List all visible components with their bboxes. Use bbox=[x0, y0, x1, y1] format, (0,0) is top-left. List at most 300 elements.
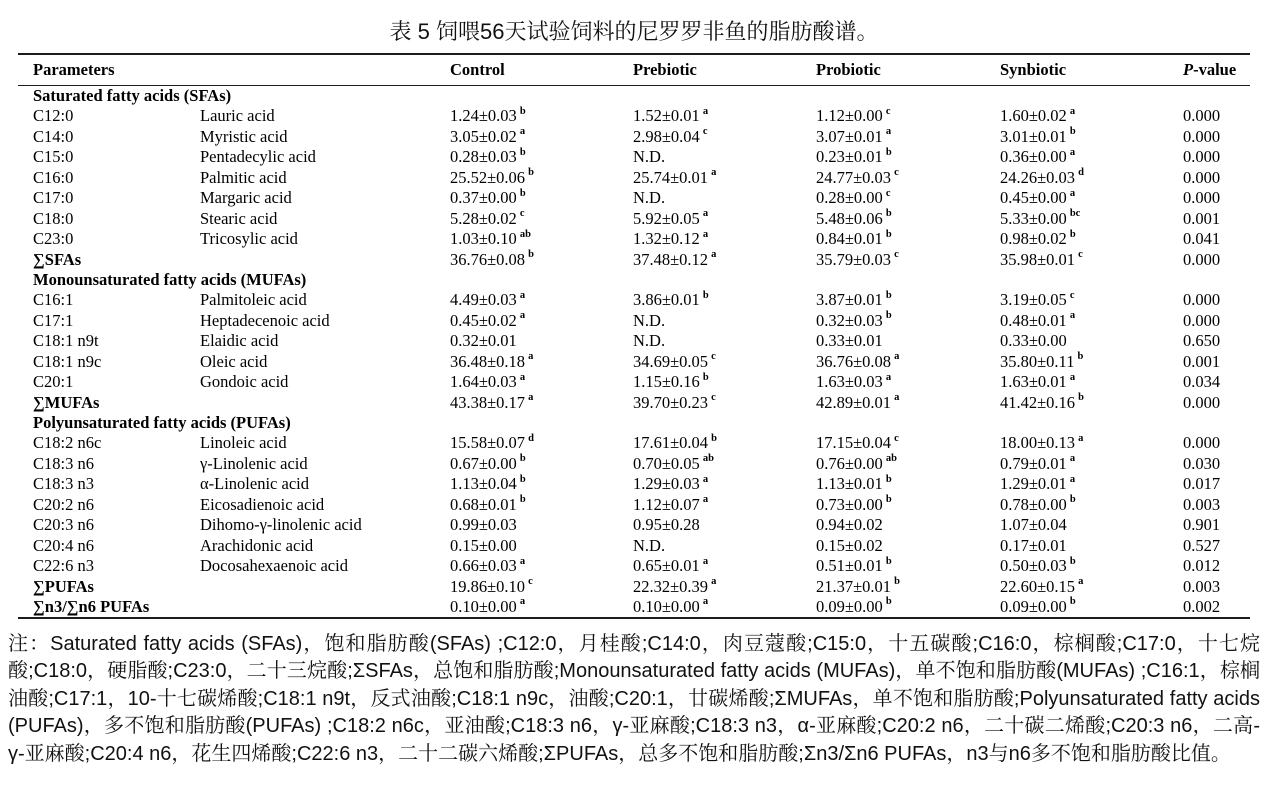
acid-name-cell: Palmitic acid bbox=[200, 167, 287, 187]
table-row bbox=[18, 250, 1250, 270]
value-cell-synbiotic bbox=[1000, 106, 1183, 126]
value-cell-synbiotic bbox=[1000, 515, 1183, 535]
value-cell-control bbox=[450, 250, 633, 270]
significance-superscript: b bbox=[711, 432, 717, 444]
p-value-cell: 0.000 bbox=[1183, 310, 1221, 330]
value-cell-prebiotic bbox=[633, 393, 816, 413]
significance-superscript: b bbox=[528, 249, 534, 260]
value-cell-probiotic bbox=[816, 597, 1000, 617]
table-row bbox=[18, 577, 1250, 597]
significance-superscript: b bbox=[519, 146, 526, 158]
mean-sd-value: 35.79±0.03 bbox=[816, 249, 892, 269]
table-row bbox=[18, 127, 1250, 147]
mean-sd-value: 1.24±0.03 bbox=[450, 106, 517, 126]
p-value-cell: 0.041 bbox=[1183, 229, 1221, 249]
table-bottom-rule bbox=[18, 617, 1250, 619]
section-header: Monounsaturated fatty acids (MUFAs) bbox=[33, 269, 307, 289]
p-value-rest: -value bbox=[1193, 60, 1237, 79]
table-row bbox=[18, 454, 1250, 474]
param-code-cell: C17:1 bbox=[33, 310, 74, 330]
mean-sd-value: 0.10±0.00 bbox=[633, 596, 700, 616]
significance-superscript: a bbox=[519, 126, 526, 138]
param-code-cell: C18:3 n3 bbox=[33, 474, 94, 494]
value-cell-synbiotic bbox=[1000, 393, 1183, 413]
p-value-cell: 0.030 bbox=[1183, 453, 1221, 473]
mean-sd-value: 25.74±0.01 bbox=[633, 167, 709, 187]
param-code-cell: C18:1 n9c bbox=[33, 351, 102, 371]
mean-sd-value: 36.76±0.08 bbox=[450, 249, 526, 269]
acid-name-cell: Pentadecylic acid bbox=[200, 147, 316, 167]
table-footnote: 注：Saturated fatty acids (SFAs)，饱和脂肪酸(SFAs) ;C12:0，月桂酸;C14:0，肉豆蔻酸;C15:0，十五碳酸;C16:0，棕榈酸;C17:0，十七烷酸;C18:0，硬脂酸;C23:0，二十三烷酸;ΣSFAs，总饱和脂肪酸;Monounsaturated fatty acids (MUFAs)，单不饱和脂肪酸(MUFAs) ;C16:1，棕榈油酸;C17:1，10-十七碳烯酸;C18:1 n9t，反式油酸;C18:1 n9c，油酸;C20:1，廿碳烯酸;ΣMUFAs，单不饱和脂肪酸;Polyunsaturated fatty acids (PUFAs)，多不饱和脂肪酸(PUFAs) ;C18:2 n6c，亚油酸;C18:3 n6，γ-亚麻酸;C18:3 n3，α-亚麻酸;C20:2 n6，二十碳二烯酸;C20:3 n6，二高-γ-亚麻酸;C20:4 n6，花生四烯酸;C22:6 n3，二十二碳六烯酸;ΣPUFAs，总多不饱和脂肪酸;Σn3/Σn6 PUFAs，n3与n6多不饱和脂肪酸比值。 bbox=[8, 633, 1260, 765]
value-cell-probiotic bbox=[816, 331, 1000, 351]
value-cell-probiotic bbox=[816, 393, 1000, 413]
significance-superscript: c bbox=[528, 576, 533, 587]
significance-superscript: b bbox=[1069, 494, 1076, 506]
acid-name-cell: Heptadecenoic acid bbox=[200, 310, 330, 330]
value-cell-control bbox=[450, 188, 633, 208]
value-cell-synbiotic bbox=[1000, 454, 1183, 474]
p-value-cell: 0.901 bbox=[1183, 515, 1221, 535]
mean-sd-value: 0.76±0.00 bbox=[816, 453, 883, 473]
mean-sd-value: 1.32±0.12 bbox=[633, 229, 700, 249]
p-value-cell: 0.000 bbox=[1183, 290, 1221, 310]
value-cell-probiotic bbox=[816, 577, 1000, 597]
value-cell-control bbox=[450, 209, 633, 229]
significance-superscript: a bbox=[1069, 146, 1076, 158]
mean-sd-value: 0.36±0.00 bbox=[1000, 147, 1067, 167]
value-cell-control bbox=[450, 474, 633, 494]
mean-sd-value: 0.32±0.01 bbox=[450, 331, 517, 351]
significance-superscript: a bbox=[519, 555, 526, 567]
value-cell-synbiotic bbox=[1000, 229, 1183, 249]
value-cell-probiotic bbox=[816, 209, 1000, 229]
table-row bbox=[18, 433, 1250, 453]
significance-superscript: c bbox=[885, 187, 891, 199]
significance-superscript: b bbox=[519, 105, 526, 117]
significance-superscript: a bbox=[711, 576, 717, 587]
value-cell-probiotic bbox=[816, 290, 1000, 310]
table-row bbox=[18, 311, 1250, 331]
table-row bbox=[18, 536, 1250, 556]
significance-superscript: a bbox=[894, 392, 900, 404]
significance-superscript: c bbox=[702, 126, 708, 138]
value-cell-prebiotic bbox=[633, 597, 816, 617]
mean-sd-value: 25.52±0.06 bbox=[450, 167, 526, 187]
mean-sd-value: 0.51±0.01 bbox=[816, 556, 883, 576]
param-code-cell: C16:0 bbox=[33, 167, 74, 187]
value-cell-control bbox=[450, 331, 633, 351]
value-cell-prebiotic bbox=[633, 188, 816, 208]
mean-sd-value: 3.07±0.01 bbox=[816, 126, 883, 146]
value-cell-probiotic bbox=[816, 474, 1000, 494]
significance-superscript: b bbox=[702, 289, 709, 301]
table-row bbox=[18, 290, 1250, 310]
table-row bbox=[18, 168, 1250, 188]
p-value-italic: P bbox=[1183, 60, 1194, 79]
value-cell-prebiotic bbox=[633, 147, 816, 167]
value-cell-probiotic bbox=[816, 556, 1000, 576]
significance-superscript: c bbox=[519, 208, 525, 220]
p-value-cell: 0.012 bbox=[1183, 556, 1221, 576]
mean-sd-value: 1.13±0.04 bbox=[450, 474, 517, 494]
mean-sd-value: 3.01±0.01 bbox=[1000, 126, 1067, 146]
value-cell-probiotic bbox=[816, 127, 1000, 147]
mean-sd-value: 22.32±0.39 bbox=[633, 576, 709, 596]
mean-sd-value: 43.38±0.17 bbox=[450, 392, 526, 412]
value-cell-synbiotic bbox=[1000, 188, 1183, 208]
significance-superscript: b bbox=[885, 228, 892, 240]
value-cell-synbiotic bbox=[1000, 433, 1183, 453]
mean-sd-value: 21.37±0.01 bbox=[816, 576, 892, 596]
significance-superscript: b bbox=[885, 596, 892, 608]
significance-superscript: a bbox=[702, 555, 709, 567]
significance-superscript: c bbox=[711, 392, 716, 404]
acid-name-cell: Linoleic acid bbox=[200, 433, 287, 453]
mean-sd-value: 0.28±0.00 bbox=[816, 188, 883, 208]
significance-superscript: b bbox=[1069, 596, 1076, 608]
mean-sd-value: 0.37±0.00 bbox=[450, 188, 517, 208]
significance-superscript: ab bbox=[702, 453, 714, 465]
mean-sd-value: 5.92±0.05 bbox=[633, 208, 700, 228]
value-cell-prebiotic bbox=[633, 168, 816, 188]
mean-sd-value: 3.87±0.01 bbox=[816, 290, 883, 310]
mean-sd-value: 5.28±0.02 bbox=[450, 208, 517, 228]
significance-superscript: a bbox=[1069, 310, 1076, 322]
value-cell-prebiotic bbox=[633, 515, 816, 535]
mean-sd-value: 19.86±0.10 bbox=[450, 576, 526, 596]
mean-sd-value: 0.28±0.03 bbox=[450, 147, 517, 167]
significance-superscript: c bbox=[894, 249, 899, 260]
table-row bbox=[18, 495, 1250, 515]
value-cell-prebiotic bbox=[633, 454, 816, 474]
mean-sd-value: 4.49±0.03 bbox=[450, 290, 517, 310]
value-cell-synbiotic bbox=[1000, 352, 1183, 372]
value-cell-probiotic bbox=[816, 515, 1000, 535]
column-header-probiotic: Probiotic bbox=[816, 60, 881, 79]
value-cell-prebiotic bbox=[633, 311, 816, 331]
p-value-cell: 0.002 bbox=[1183, 596, 1221, 616]
significance-superscript: a bbox=[702, 228, 709, 240]
mean-sd-value: 0.10±0.00 bbox=[450, 596, 517, 616]
significance-superscript: a bbox=[702, 473, 709, 485]
param-code-cell: ∑n3/∑n6 PUFAs bbox=[33, 596, 150, 616]
mean-sd-value: 0.65±0.01 bbox=[633, 556, 700, 576]
mean-sd-value: 0.99±0.03 bbox=[450, 515, 517, 535]
significance-superscript: b bbox=[1077, 351, 1084, 363]
value-cell-synbiotic bbox=[1000, 209, 1183, 229]
value-cell-prebiotic bbox=[633, 127, 816, 147]
mean-sd-value: 0.15±0.00 bbox=[450, 535, 517, 555]
value-cell-control bbox=[450, 556, 633, 576]
value-cell-prebiotic bbox=[633, 352, 816, 372]
value-cell-synbiotic bbox=[1000, 127, 1183, 147]
table-row bbox=[18, 106, 1250, 126]
param-code-cell: ∑PUFAs bbox=[33, 576, 94, 596]
mean-sd-value: 0.23±0.01 bbox=[816, 147, 883, 167]
mean-sd-value: N.D. bbox=[633, 147, 666, 167]
mean-sd-value: 0.73±0.00 bbox=[816, 494, 883, 514]
mean-sd-value: 1.29±0.01 bbox=[1000, 474, 1067, 494]
acid-name-cell: Gondoic acid bbox=[200, 372, 289, 392]
significance-superscript: ab bbox=[519, 228, 531, 240]
fatty-acid-table bbox=[18, 53, 1250, 619]
p-value-cell: 0.003 bbox=[1183, 576, 1221, 596]
mean-sd-value: 0.98±0.02 bbox=[1000, 229, 1067, 249]
value-cell-synbiotic bbox=[1000, 536, 1183, 556]
value-cell-prebiotic bbox=[633, 536, 816, 556]
value-cell-synbiotic bbox=[1000, 597, 1183, 617]
table-body bbox=[18, 86, 1250, 617]
value-cell-probiotic bbox=[816, 536, 1000, 556]
value-cell-probiotic bbox=[816, 147, 1000, 167]
acid-name-cell: Palmitoleic acid bbox=[200, 290, 307, 310]
mean-sd-value: 17.15±0.04 bbox=[816, 433, 892, 453]
value-cell-control bbox=[450, 352, 633, 372]
acid-name-cell: Eicosadienoic acid bbox=[200, 494, 325, 514]
table-row bbox=[18, 209, 1250, 229]
value-cell-prebiotic bbox=[633, 556, 816, 576]
value-cell-probiotic bbox=[816, 352, 1000, 372]
mean-sd-value: 0.32±0.03 bbox=[816, 310, 883, 330]
significance-superscript: ab bbox=[885, 453, 897, 465]
mean-sd-value: 15.58±0.07 bbox=[450, 433, 526, 453]
value-cell-prebiotic bbox=[633, 209, 816, 229]
mean-sd-value: 1.15±0.16 bbox=[633, 372, 700, 392]
value-cell-synbiotic bbox=[1000, 495, 1183, 515]
mean-sd-value: 0.94±0.02 bbox=[816, 515, 883, 535]
mean-sd-value: 1.63±0.01 bbox=[1000, 372, 1067, 392]
significance-superscript: c bbox=[894, 432, 899, 444]
mean-sd-value: 0.15±0.02 bbox=[816, 535, 883, 555]
acid-name-cell: Dihomo-γ-linolenic acid bbox=[200, 515, 362, 535]
significance-superscript: b bbox=[1069, 555, 1076, 567]
p-value-cell: 0.017 bbox=[1183, 474, 1221, 494]
value-cell-control bbox=[450, 495, 633, 515]
mean-sd-value: 1.52±0.01 bbox=[633, 106, 700, 126]
value-cell-prebiotic bbox=[633, 331, 816, 351]
significance-superscript: a bbox=[528, 392, 534, 404]
table-row bbox=[18, 352, 1250, 372]
mean-sd-value: 0.78±0.00 bbox=[1000, 494, 1067, 514]
significance-superscript: a bbox=[711, 167, 717, 179]
mean-sd-value: 0.45±0.00 bbox=[1000, 188, 1067, 208]
significance-superscript: b bbox=[885, 146, 892, 158]
acid-name-cell bbox=[200, 597, 450, 617]
p-value-cell: 0.000 bbox=[1183, 167, 1221, 187]
significance-superscript: b bbox=[519, 453, 526, 465]
value-cell-synbiotic bbox=[1000, 147, 1183, 167]
mean-sd-value: 0.09±0.00 bbox=[1000, 596, 1067, 616]
section-header: Polyunsaturated fatty acids (PUFAs) bbox=[33, 413, 291, 432]
acid-name-cell: γ-Linolenic acid bbox=[200, 453, 308, 473]
significance-superscript: a bbox=[702, 596, 709, 608]
value-cell-probiotic bbox=[816, 433, 1000, 453]
mean-sd-value: 1.03±0.10 bbox=[450, 229, 517, 249]
mean-sd-value: 35.98±0.01 bbox=[1000, 249, 1076, 269]
table-header-row bbox=[18, 55, 1250, 85]
value-cell-prebiotic bbox=[633, 433, 816, 453]
value-cell-control bbox=[450, 168, 633, 188]
mean-sd-value: 3.19±0.05 bbox=[1000, 290, 1067, 310]
significance-superscript: a bbox=[1069, 453, 1076, 465]
column-header-control: Control bbox=[450, 60, 505, 79]
significance-superscript: a bbox=[1069, 371, 1076, 383]
param-code-cell: C18:3 n6 bbox=[33, 453, 94, 473]
mean-sd-value: 3.86±0.01 bbox=[633, 290, 700, 310]
param-code-cell: C20:1 bbox=[33, 372, 74, 392]
p-value-cell: 0.000 bbox=[1183, 147, 1221, 167]
param-code-cell: C12:0 bbox=[33, 106, 74, 126]
value-cell-control bbox=[450, 515, 633, 535]
param-code-cell: C20:4 n6 bbox=[33, 535, 94, 555]
acid-name-cell: Oleic acid bbox=[200, 351, 268, 371]
mean-sd-value: 24.77±0.03 bbox=[816, 167, 892, 187]
acid-name-cell: Elaidic acid bbox=[200, 331, 279, 351]
mean-sd-value: 5.33±0.00 bbox=[1000, 208, 1067, 228]
acid-name-cell: α-Linolenic acid bbox=[200, 474, 309, 494]
mean-sd-value: 0.79±0.01 bbox=[1000, 453, 1067, 473]
table-row bbox=[18, 147, 1250, 167]
value-cell-probiotic bbox=[816, 372, 1000, 392]
acid-name-cell bbox=[200, 250, 450, 270]
mean-sd-value: 22.60±0.15 bbox=[1000, 576, 1076, 596]
significance-superscript: b bbox=[1069, 228, 1076, 240]
value-cell-prebiotic bbox=[633, 577, 816, 597]
param-code-cell: C18:2 n6c bbox=[33, 433, 102, 453]
significance-superscript: b bbox=[519, 494, 526, 506]
mean-sd-value: 18.00±0.13 bbox=[1000, 433, 1076, 453]
mean-sd-value: N.D. bbox=[633, 310, 666, 330]
table-caption: 表 5 饲喂56天试验饲料的尼罗罗非鱼的脂肪酸谱。 bbox=[389, 19, 879, 44]
table-row bbox=[18, 597, 1250, 617]
significance-superscript: b bbox=[885, 555, 892, 567]
mean-sd-value: 0.68±0.01 bbox=[450, 494, 517, 514]
value-cell-probiotic bbox=[816, 188, 1000, 208]
significance-superscript: b bbox=[519, 473, 526, 485]
mean-sd-value: N.D. bbox=[633, 535, 666, 555]
significance-superscript: c bbox=[894, 167, 899, 179]
mean-sd-value: 2.98±0.04 bbox=[633, 126, 700, 146]
column-header-synbiotic: Synbiotic bbox=[1000, 60, 1067, 79]
significance-superscript: a bbox=[711, 249, 717, 260]
value-cell-synbiotic bbox=[1000, 331, 1183, 351]
p-value-cell: 0.001 bbox=[1183, 351, 1221, 371]
value-cell-control bbox=[450, 290, 633, 310]
table-row bbox=[18, 515, 1250, 535]
value-cell-control bbox=[450, 311, 633, 331]
value-cell-control bbox=[450, 577, 633, 597]
significance-superscript: bc bbox=[1069, 208, 1081, 220]
significance-superscript: a bbox=[1069, 187, 1076, 199]
value-cell-control bbox=[450, 393, 633, 413]
mean-sd-value: 37.48±0.12 bbox=[633, 249, 709, 269]
significance-superscript: b bbox=[1069, 126, 1076, 138]
significance-superscript: a bbox=[519, 596, 526, 608]
significance-superscript: b bbox=[528, 167, 534, 179]
mean-sd-value: 42.89±0.01 bbox=[816, 392, 892, 412]
value-cell-control bbox=[450, 147, 633, 167]
significance-superscript: b bbox=[519, 187, 526, 199]
value-cell-synbiotic bbox=[1000, 250, 1183, 270]
param-code-cell: C20:2 n6 bbox=[33, 494, 94, 514]
significance-superscript: a bbox=[894, 351, 900, 363]
param-code-cell: C17:0 bbox=[33, 188, 74, 208]
significance-superscript: c bbox=[1069, 289, 1075, 301]
param-code-cell: C16:1 bbox=[33, 290, 74, 310]
value-cell-prebiotic bbox=[633, 106, 816, 126]
value-cell-probiotic bbox=[816, 168, 1000, 188]
mean-sd-value: 1.29±0.03 bbox=[633, 474, 700, 494]
significance-superscript: d bbox=[528, 432, 534, 444]
table-row bbox=[18, 331, 1250, 351]
significance-superscript: c bbox=[1078, 249, 1083, 260]
value-cell-synbiotic bbox=[1000, 556, 1183, 576]
value-cell-prebiotic bbox=[633, 474, 816, 494]
mean-sd-value: 0.95±0.28 bbox=[633, 515, 700, 535]
param-code-cell: C14:0 bbox=[33, 126, 74, 146]
mean-sd-value: 3.05±0.02 bbox=[450, 126, 517, 146]
significance-superscript: c bbox=[711, 351, 716, 363]
mean-sd-value: 1.12±0.07 bbox=[633, 494, 700, 514]
value-cell-control bbox=[450, 372, 633, 392]
mean-sd-value: 17.61±0.04 bbox=[633, 433, 709, 453]
acid-name-cell: Arachidonic acid bbox=[200, 535, 314, 555]
param-code-cell: C22:6 n3 bbox=[33, 556, 94, 576]
significance-superscript: b bbox=[702, 371, 709, 383]
significance-superscript: b bbox=[1078, 392, 1084, 404]
significance-superscript: b bbox=[885, 494, 892, 506]
significance-superscript: b bbox=[894, 576, 900, 587]
value-cell-prebiotic bbox=[633, 229, 816, 249]
value-cell-probiotic bbox=[816, 106, 1000, 126]
mean-sd-value: 0.66±0.03 bbox=[450, 556, 517, 576]
acid-name-cell bbox=[200, 393, 450, 413]
value-cell-control bbox=[450, 433, 633, 453]
acid-name-cell: Docosahexaenoic acid bbox=[200, 556, 348, 576]
param-code-cell: C20:3 n6 bbox=[33, 515, 94, 535]
significance-superscript: a bbox=[519, 289, 526, 301]
value-cell-prebiotic bbox=[633, 495, 816, 515]
mean-sd-value: 0.17±0.01 bbox=[1000, 535, 1067, 555]
value-cell-synbiotic bbox=[1000, 311, 1183, 331]
acid-name-cell: Stearic acid bbox=[200, 208, 278, 228]
mean-sd-value: 35.80±0.11 bbox=[1000, 351, 1075, 371]
significance-superscript: a bbox=[1069, 473, 1076, 485]
value-cell-probiotic bbox=[816, 454, 1000, 474]
significance-superscript: a bbox=[702, 208, 709, 220]
acid-name-cell: Margaric acid bbox=[200, 188, 292, 208]
table-row bbox=[18, 188, 1250, 208]
p-value-cell: 0.000 bbox=[1183, 249, 1221, 269]
acid-name-cell: Myristic acid bbox=[200, 126, 288, 146]
mean-sd-value: 0.50±0.03 bbox=[1000, 556, 1067, 576]
acid-name-cell bbox=[200, 577, 450, 597]
significance-superscript: b bbox=[885, 473, 892, 485]
p-value-cell: 0.000 bbox=[1183, 392, 1221, 412]
significance-superscript: b bbox=[885, 289, 892, 301]
mean-sd-value: 1.13±0.01 bbox=[816, 474, 883, 494]
param-code-cell: C15:0 bbox=[33, 147, 74, 167]
value-cell-control bbox=[450, 597, 633, 617]
mean-sd-value: N.D. bbox=[633, 331, 666, 351]
value-cell-synbiotic bbox=[1000, 372, 1183, 392]
table-row bbox=[18, 372, 1250, 392]
value-cell-probiotic bbox=[816, 229, 1000, 249]
mean-sd-value: 0.33±0.01 bbox=[816, 331, 883, 351]
mean-sd-value: 1.12±0.00 bbox=[816, 106, 883, 126]
mean-sd-value: 0.33±0.00 bbox=[1000, 331, 1067, 351]
mean-sd-value: 1.07±0.04 bbox=[1000, 515, 1067, 535]
